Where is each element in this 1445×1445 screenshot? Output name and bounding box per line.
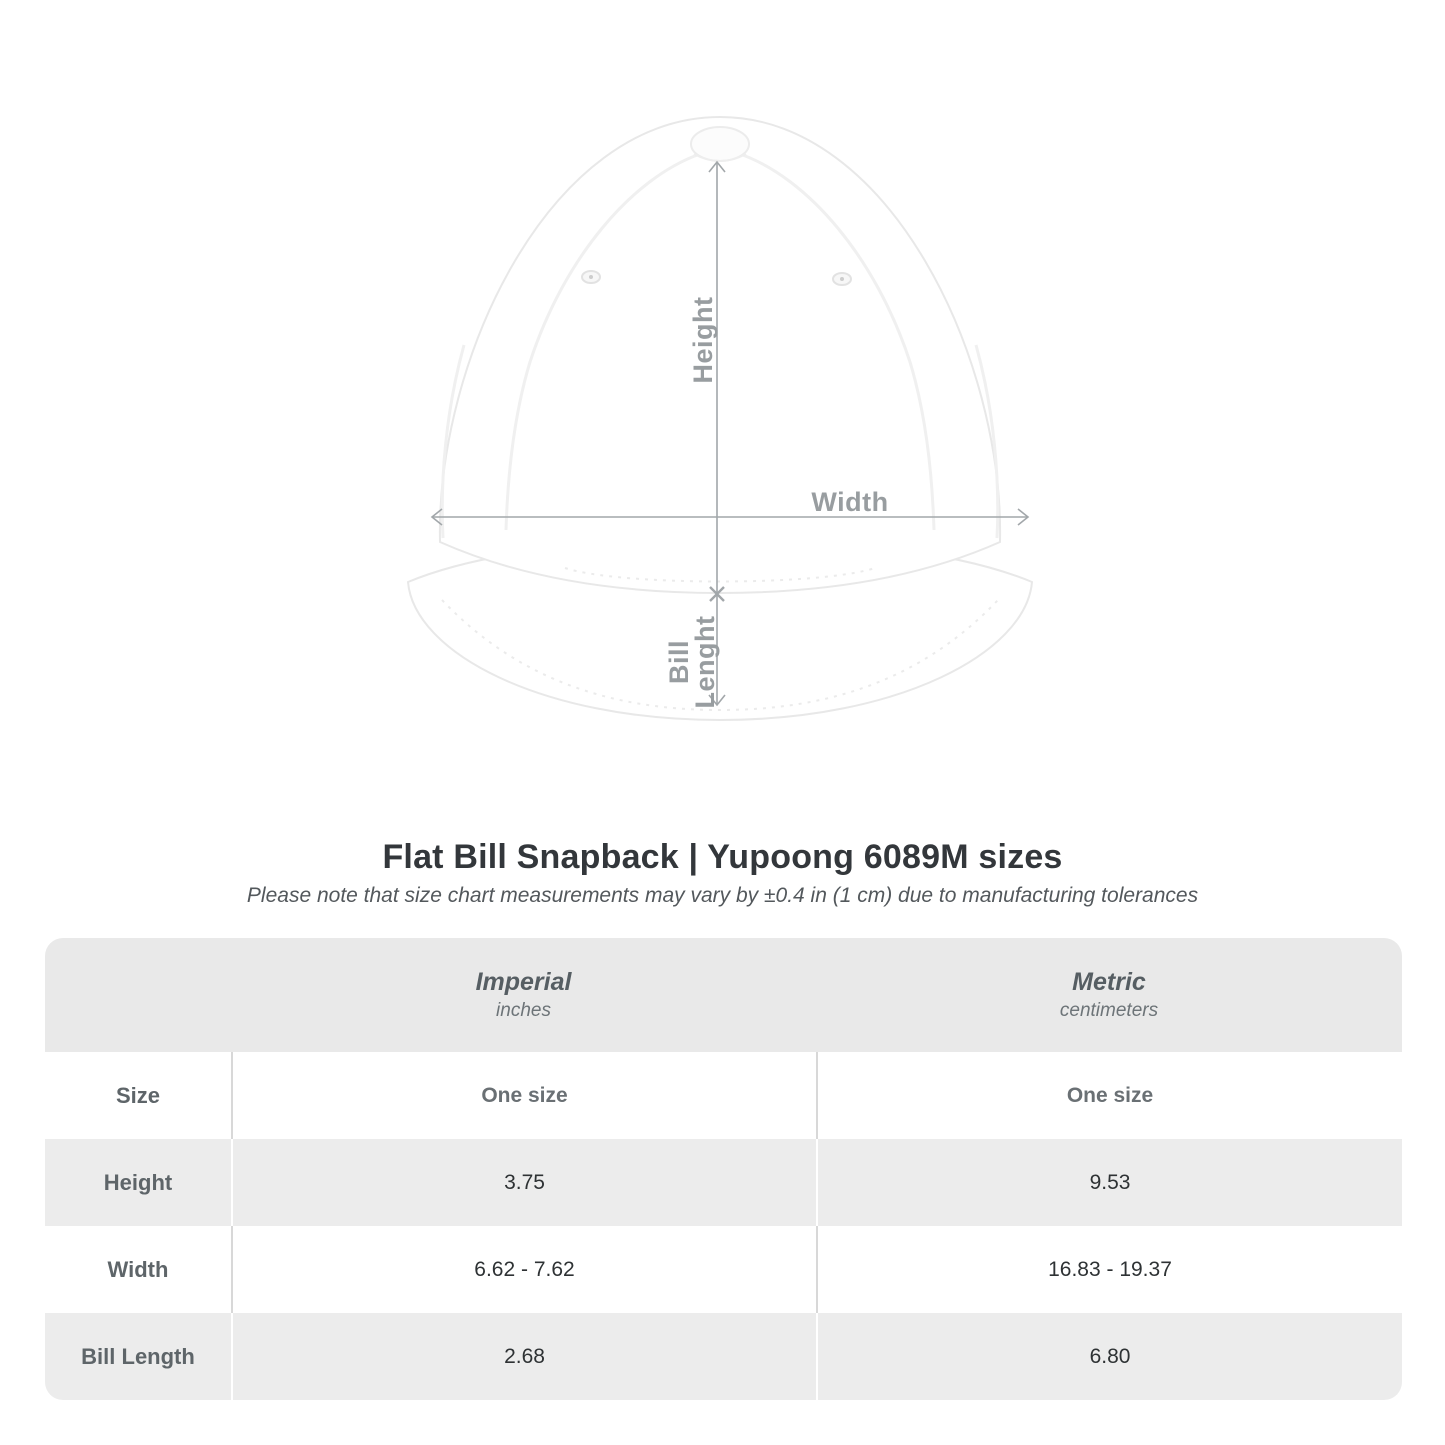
table-header-row — [45, 938, 1402, 1052]
metric-value: 6.80 — [1089, 1344, 1131, 1368]
imperial-title: Imperial — [475, 968, 572, 996]
eyelet-right — [833, 273, 851, 285]
hat-crown — [440, 117, 1000, 593]
row-label-cell — [45, 1052, 231, 1139]
metric-value-cell — [816, 1313, 1402, 1400]
height-label: Height — [688, 296, 718, 384]
metric-title: Metric — [1072, 968, 1146, 996]
imperial-value: One size — [481, 1083, 568, 1107]
imperial-value: 3.75 — [504, 1170, 545, 1194]
bill-length-label-line1: Bill — [664, 639, 694, 685]
page-title: Flat Bill Snapback | Yupoong 6089M sizes — [382, 838, 1063, 876]
metric-value-cell — [816, 1226, 1402, 1313]
width-label: Width — [811, 487, 889, 517]
imperial-value: 2.68 — [504, 1344, 545, 1368]
row-label: Height — [103, 1169, 173, 1195]
metric-value: One size — [1066, 1083, 1154, 1107]
table-row-width — [45, 1226, 1402, 1313]
imperial-value-cell — [231, 1313, 816, 1400]
metric-value: 16.83 - 19.37 — [1048, 1257, 1172, 1281]
size-table — [45, 938, 1402, 1400]
row-label: Width — [107, 1256, 169, 1282]
row-label: Size — [115, 1082, 161, 1108]
imperial-unit: inches — [496, 1000, 551, 1021]
imperial-value-cell — [231, 1226, 816, 1313]
page-subtitle: Please note that size chart measurements may vary by ±0.4 in (1 cm) due to manufacturing tolerances — [246, 884, 1199, 907]
row-label-cell — [45, 1313, 231, 1400]
hat-size-diagram — [380, 90, 1060, 750]
row-label-cell — [45, 1139, 231, 1226]
bill-length-label-line2: Lenght — [690, 615, 720, 709]
table-row-height — [45, 1139, 1402, 1226]
row-label: Bill Length — [81, 1343, 195, 1369]
imperial-value-cell — [231, 1139, 816, 1226]
header-metric — [816, 968, 1402, 1022]
imperial-value: 6.62 - 7.62 — [474, 1257, 575, 1281]
table-row-size — [45, 1052, 1402, 1139]
table-row-bill-length — [45, 1313, 1402, 1400]
header-imperial — [231, 968, 816, 1022]
metric-value-cell — [816, 1052, 1402, 1139]
metric-value: 9.53 — [1089, 1170, 1131, 1194]
metric-value-cell — [816, 1139, 1402, 1226]
metric-unit: centimeters — [1059, 1000, 1159, 1021]
heading-block — [0, 838, 1445, 908]
row-label-cell — [45, 1226, 231, 1313]
hat-illustration — [408, 117, 1032, 720]
imperial-value-cell — [231, 1052, 816, 1139]
eyelet-left — [582, 271, 600, 283]
